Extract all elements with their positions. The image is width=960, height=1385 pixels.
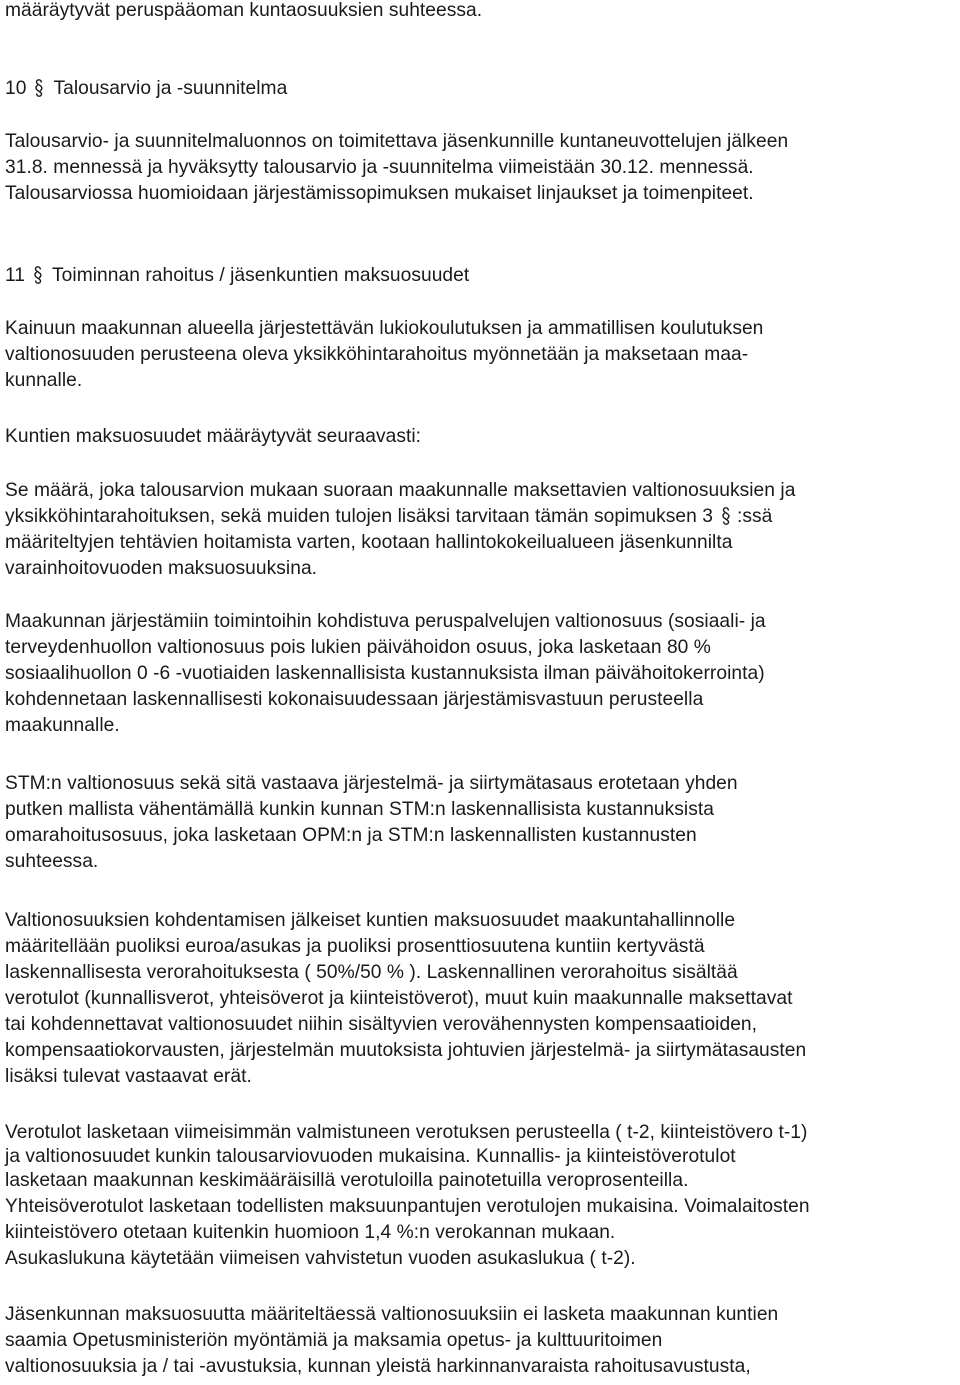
section-number: 10 [5,78,27,99]
text-line: kunnalle. [5,370,83,391]
text-line: omarahoitusosuus, joka lasketaan OPM:n ja STM:n laskennallisten kustannusten [5,825,697,846]
text-line: Talousarvio- ja suunnitelmaluonnos on toimitettava jäsenkunnille kuntaneuvottelujen jälkeen [5,131,789,152]
text-line: varainhoitovuoden maksuosuuksina. [5,558,318,579]
text-line: Talousarviossa huomioidaan järjestämissopimuksen mukaiset linjaukset ja toimenpiteet. [5,183,754,204]
text-segment: yksikköhintarahoituksen, sekä muiden tulojen lisäksi tarvitaan tämän sopimuksen 3 [5,506,713,527]
text-line: kiinteistövero otetaan kuitenkin huomioon 1,4 %:n verokannan mukaan. [5,1222,616,1243]
text-line: Se määrä, joka talousarvion mukaan suoraan maakunnalle maksettavien valtionosuuksien ja [5,480,796,501]
text-line: Maakunnan järjestämiin toimintoihin kohdistuva peruspalvelujen valtionosuus (sosiaali- ja [5,611,766,632]
text-line: tai kohdennettavat valtionosuudet niihin sisältyvien verovähennysten kompensaatioiden, [5,1014,758,1035]
text-line: Verotulot lasketaan viimeisimmän valmistuneen verotuksen perusteella ( t-2, kiinteistövero t-1) [5,1122,808,1143]
text-line: määritellään puoliksi euroa/asukas ja puoliksi prosenttiosuutena kuntiin kertyvästä [5,936,705,957]
text-line: 31.8. mennessä ja hyväksytty talousarvio ja -suunnitelma viimeistään 30.12. mennessä. [5,157,754,178]
section-11-heading [5,263,469,289]
text-line: STM:n valtionosuus sekä sitä vastaava järjestelmä- ja siirtymätasaus erotetaan yhden [5,773,738,794]
text-line: valtionosuuksia ja / tai -avustuksia, kunnan yleistä harkinnanvaraista rahoitusavustusta, [5,1356,751,1377]
text-line: määräytyvät peruspääoman kuntaosuuksien suhteessa. [5,0,483,21]
text-line: Yhteisöverotulot lasketaan todellisten maksuunpantujen verotulojen mukaisina. Voimalaitosten [5,1196,810,1217]
text-line: Valtionosuuksien kohdentamisen jälkeiset kuntien maksuosuudet maakuntahallinnolle [5,910,736,931]
text-line: Asukaslukuna käytetään viimeisen vahvistetun vuoden asukaslukua ( t-2). [5,1248,636,1269]
text-line: lisäksi tulevat vastaavat erät. [5,1066,252,1087]
text-line: lasketaan maakunnan keskimääräisillä verotuloilla painotetuilla veroprosenteilla. [5,1170,689,1191]
text-line: laskennallisesta verorahoituksesta ( 50%/50 % ). Laskennallinen verorahoitus sisältää [5,962,738,983]
section-title: Toiminnan rahoitus / jäsenkuntien maksuosuudet [52,265,470,286]
section-10-heading [5,76,287,102]
text-line: kohdennetaan laskennallisesti kokonaisuudessaan järjestämisvastuun perusteella [5,689,704,710]
text-line: saamia Opetusministeriön myöntämiä ja maksamia opetus- ja kulttuuritoimen [5,1330,663,1351]
text-line: maakunnalle. [5,715,120,736]
section-sign-icon [33,265,43,285]
section-number: 11 [5,265,26,286]
section-sign-icon [721,506,731,526]
text-line: ja valtionosuudet kunkin talousarviovuoden mukaisina. Kunnallis- ja kiinteistöverotulot [5,1146,736,1167]
text-line: Jäsenkunnan maksuosuutta määriteltäessä valtionosuuksiin ei lasketa maakunnan kuntien [5,1304,779,1325]
text-line [5,504,772,530]
text-line: putken mallista vähentämällä kunkin kunnan STM:n laskennallisista kustannuksista [5,799,714,820]
section-title: Talousarvio ja -suunnitelma [53,78,288,99]
text-segment: :ssä [736,506,773,527]
section-sign-icon [34,78,44,98]
text-line: Kuntien maksuosuudet määräytyvät seuraavasti: [5,426,422,447]
text-line: suhteessa. [5,851,99,872]
text-line: kompensaatiokorvausten, järjestelmän muutoksista johtuvien järjestelmä- ja siirtymätasausten [5,1040,807,1061]
text-line: Kainuun maakunnan alueella järjestettävän lukiokoulutuksen ja ammatillisen koulutuksen [5,318,764,339]
text-line: verotulot (kunnallisverot, yhteisöverot ja kiinteistöverot), muut kuin maakunnalle maksettavat [5,988,793,1009]
text-line: terveydenhuollon valtionosuus pois lukien päivähoidon osuus, joka lasketaan 80 % [5,637,711,658]
text-line: määriteltyjen tehtävien hoitamista varten, kootaan hallintokokeilualueen jäsenkunnilta [5,532,733,553]
text-line: sosiaalihuollon 0 -6 -vuotiaiden laskennallisista kustannuksista ilman päivähoitokerrointa) [5,663,765,684]
text-line: valtionosuuden perusteena oleva yksikköhintarahoitus myönnetään ja maksetaan maa- [5,344,749,365]
